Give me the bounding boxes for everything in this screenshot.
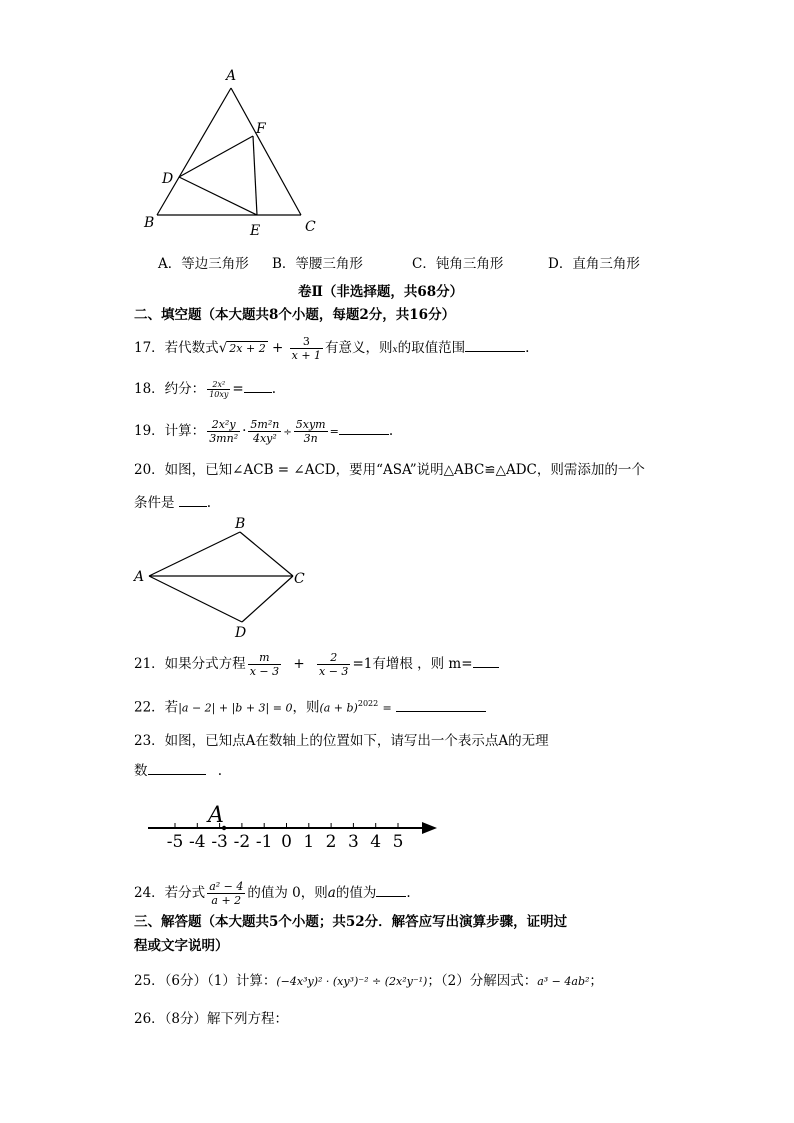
edge-de — [179, 177, 257, 215]
q17-answer-blank[interactable] — [465, 339, 525, 352]
q21-f2-den: x − 3 — [319, 665, 349, 678]
question-18 — [134, 380, 276, 399]
tick-label: 4 — [370, 832, 382, 852]
tick-label: -5 — [166, 832, 184, 852]
label-b: B — [144, 215, 155, 231]
label-b: B — [235, 516, 246, 532]
q22-expr: |a − 2| + |b + 3| = 0 — [178, 701, 293, 715]
edge-df — [179, 136, 253, 177]
q21-fraction-1 — [248, 651, 281, 678]
label-f: F — [256, 121, 266, 137]
number-line-arrow — [422, 822, 437, 834]
section3-heading-line1: 三、解答题（本大题共5个小题；共52分．解答应写出演算步骤，证明过 — [134, 914, 568, 930]
label-a: A — [226, 68, 237, 84]
q24-answer-blank[interactable] — [376, 884, 406, 897]
q25-prefix: 25．（6分）（1）计算： — [134, 973, 277, 989]
edge-dc — [242, 576, 293, 622]
q23-line2-prefix: 数 — [134, 763, 148, 779]
section3-heading-line2: 程或文字说明） — [134, 938, 229, 954]
q17-fraction — [290, 335, 323, 362]
label-d: D — [235, 625, 247, 641]
q19-dot: · — [242, 423, 247, 439]
q25-end: ； — [589, 973, 603, 989]
volume2-title: 卷Ⅱ（非选择题，共68分） — [298, 284, 464, 300]
question-23-line2 — [134, 762, 222, 780]
q24-prefix: 24．若分式 — [134, 885, 206, 901]
q24-frac-num: a² − 4 — [209, 880, 244, 893]
q22-power-exp: 2022 — [357, 699, 379, 708]
q20-line2-prefix: 条件是 — [134, 495, 175, 511]
q25-mid: ；（2）分解因式： — [427, 973, 538, 989]
q24-end: . — [406, 885, 411, 901]
edge-fe — [253, 136, 257, 215]
q24-frac-den: a + 2 — [211, 894, 242, 907]
q19-end: . — [388, 423, 394, 439]
q23-line2-end: . — [217, 763, 223, 779]
tick-label: -1 — [255, 832, 273, 852]
q17-radicand: 2x + 2 — [229, 342, 266, 355]
tick-label: 3 — [347, 832, 359, 852]
q21-answer-blank[interactable] — [473, 655, 499, 668]
q19-prefix: 19．计算： — [134, 423, 206, 439]
q19-div: ÷ — [283, 427, 292, 438]
q18-frac-num: 2x² — [207, 380, 230, 390]
option-a: A．等边三角形 — [158, 256, 249, 272]
label-c: C — [305, 219, 316, 235]
q22-answer-blank[interactable] — [396, 699, 486, 712]
tick-label: 5 — [392, 832, 404, 852]
q17-frac-den: x + 1 — [291, 349, 322, 362]
option-b: B．等腰三角形 — [272, 256, 363, 272]
q22-power-base: (a + b) — [319, 701, 358, 715]
q17-var: x — [392, 345, 398, 355]
tick-label: 2 — [325, 832, 337, 852]
q22-mid: ，则 — [292, 699, 320, 716]
q24-suffix-a: 的值为 0，则 — [247, 885, 328, 901]
q23-answer-blank[interactable] — [148, 762, 206, 775]
q17-end: . — [525, 340, 530, 356]
q19-f1-den: 3mn² — [209, 432, 239, 445]
option-c: C．钝角三角形 — [412, 256, 504, 272]
question-17 — [134, 335, 529, 362]
tick-label: 1 — [303, 832, 315, 852]
q19-fraction-3 — [294, 418, 328, 445]
option-d: D．直角三角形 — [548, 256, 640, 272]
question-25 — [134, 972, 603, 991]
question-26: 26．（8分）解下列方程： — [134, 1011, 289, 1027]
q25-expr2: a³ − 4ab² — [537, 975, 590, 988]
q25-expr: (−4x³y)² · (xy³)⁻² ÷ (2x²y⁻¹) — [276, 975, 428, 988]
sqrt-sign: √ — [218, 340, 228, 356]
question-20-line1: 20．如图，已知∠ACB = ∠ACD，要用“ASA”说明△ABC≌△ADC，则需添加的一个 — [134, 462, 645, 478]
q19-eq: = — [329, 425, 339, 438]
q19-f3-den: 3n — [303, 432, 318, 445]
q19-f1-num: 2x²y — [207, 418, 240, 432]
kite-figure — [130, 512, 320, 642]
q21-f1-den: x − 3 — [249, 665, 280, 678]
q20-answer-blank[interactable] — [179, 494, 207, 507]
edge-bc — [240, 532, 293, 576]
label-e: E — [250, 223, 261, 239]
q18-frac-den: 10xy — [209, 390, 229, 399]
tick-label: -3 — [211, 832, 228, 852]
q21-fraction-2 — [317, 651, 350, 678]
label-a: A — [134, 569, 145, 585]
q21-f1-num: m — [248, 651, 281, 665]
edge-ab — [157, 88, 231, 215]
q19-answer-blank[interactable] — [339, 422, 389, 435]
q18-end: . — [271, 381, 277, 397]
question-23-line1: 23．如图，已知点A在数轴上的位置如下，请写出一个表示点A的无理 — [134, 733, 549, 749]
question-21 — [134, 651, 499, 678]
q24-fraction — [207, 880, 245, 907]
q17-frac-num: 3 — [290, 335, 323, 349]
edge-ac — [231, 88, 301, 215]
section2-heading: 二、填空题（本大题共8个小题，每题2分，共16分） — [134, 307, 456, 323]
q24-var: a — [327, 885, 336, 901]
tick-label: -2 — [233, 832, 251, 852]
q21-prefix: 21．如果分式方程 — [134, 656, 246, 672]
q17-suffix-a: 有意义，则 — [325, 340, 393, 356]
q21-f2-num: 2 — [317, 651, 350, 665]
question-20-line2 — [134, 494, 211, 512]
tick-label: 0 — [281, 832, 292, 852]
q21-plus: + — [293, 656, 305, 672]
q18-prefix: 18．约分： — [134, 381, 206, 397]
q20-line2-end: . — [206, 495, 212, 511]
label-c: C — [294, 571, 305, 587]
q17-plus: + — [272, 340, 284, 356]
number-line — [140, 798, 450, 856]
point-a-label: A — [208, 803, 224, 828]
q18-answer-blank[interactable] — [244, 380, 272, 393]
q17-prefix: 17．若代数式 — [134, 340, 219, 356]
q19-f2-num: 5m²n — [250, 418, 280, 431]
tick-label: -4 — [189, 832, 206, 852]
triangle-figure — [135, 60, 335, 245]
q22-prefix: 22．若 — [134, 699, 179, 716]
q19-fraction-2 — [248, 418, 281, 445]
question-22 — [134, 695, 486, 718]
q17-suffix-b: 的取值范围 — [397, 340, 466, 356]
q18-fraction — [207, 380, 230, 399]
label-d: D — [162, 171, 174, 187]
q19-f3-num: 5xym — [295, 418, 326, 431]
q18-suffix: = — [232, 381, 244, 397]
q24-suffix-b: 的值为 — [335, 885, 377, 901]
question-19 — [134, 418, 393, 445]
q19-f2-den: 4xy² — [252, 432, 277, 445]
q22-eq: = — [382, 701, 392, 715]
question-24 — [134, 880, 411, 907]
edge-ad — [149, 576, 242, 622]
edge-ab — [149, 532, 240, 576]
q21-suffix: =1有增根 ，则 m= — [352, 656, 473, 672]
q19-fraction-1 — [207, 418, 240, 445]
